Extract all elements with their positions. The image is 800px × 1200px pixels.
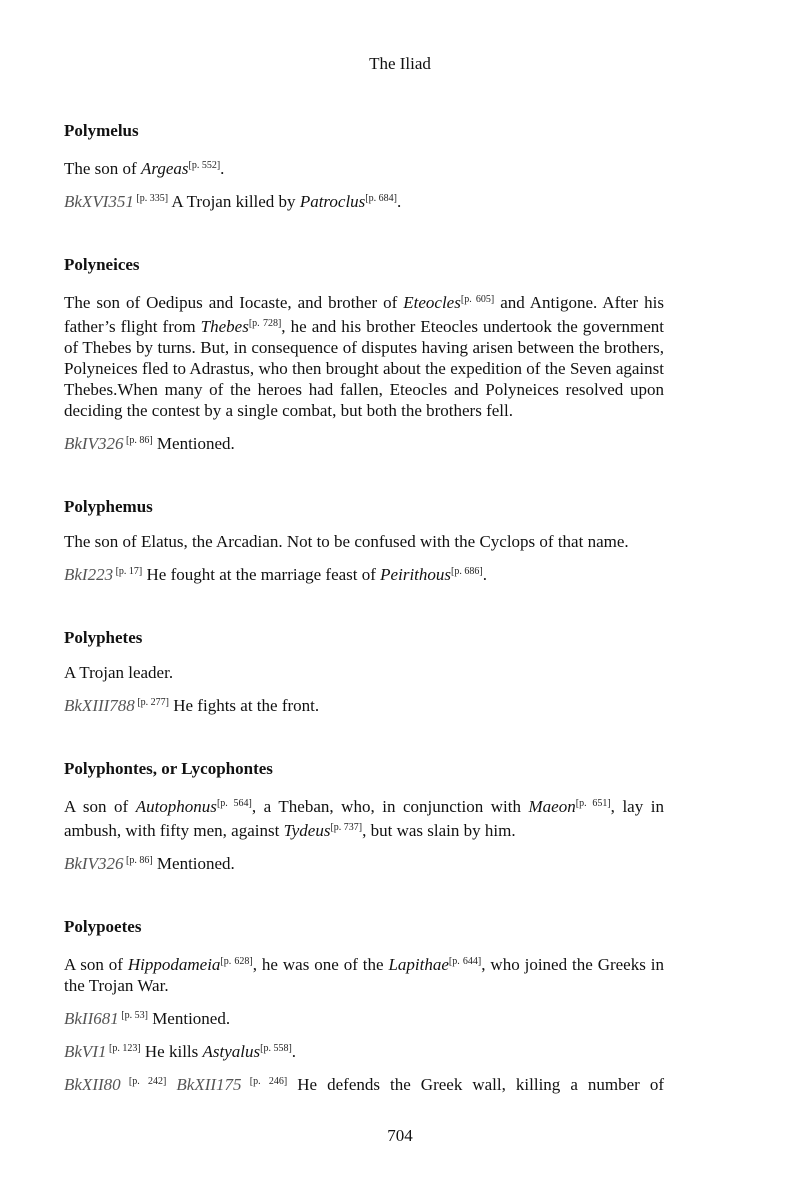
body-text: . xyxy=(482,565,487,584)
body-text: , but was slain by him. xyxy=(362,821,516,840)
page-reference: [p. 605] xyxy=(460,294,495,305)
body-text xyxy=(166,1075,176,1094)
book-line-reference: BkXII175 xyxy=(176,1075,242,1094)
glossary-entry xyxy=(64,496,664,585)
page-reference: [p. 17] xyxy=(113,566,143,577)
page-reference: [p. 53] xyxy=(118,1010,148,1021)
glossary-entry xyxy=(64,254,664,454)
body-text: He defends the Greek wall, killing a number of xyxy=(287,1075,664,1094)
entry-paragraph xyxy=(64,289,664,421)
book-line-reference: BkI223 xyxy=(64,565,114,584)
glossary-entry xyxy=(64,627,664,716)
book-line-reference: BkXVI351 xyxy=(64,192,134,211)
glossary-entry xyxy=(64,758,664,874)
entry-paragraph xyxy=(64,155,664,179)
page-reference: [p. 684] xyxy=(365,193,397,204)
page-reference: [p. 558] xyxy=(260,1043,292,1054)
body-text: A son of xyxy=(64,797,136,816)
book-line-reference: BkXII80 xyxy=(64,1075,121,1094)
glossary-content xyxy=(64,120,664,1104)
entry-title: Polymelus xyxy=(64,121,139,140)
page-reference: [p. 564] xyxy=(216,798,252,809)
entry-title: Polyphetes xyxy=(64,628,143,647)
page-reference: [p. 628] xyxy=(220,956,253,967)
body-text: , a Theban, who, in conjunction with xyxy=(251,797,529,816)
cross-reference-name: Peirithous xyxy=(380,565,452,584)
cross-reference-name: Astyalus xyxy=(202,1042,261,1061)
body-text: and Antigone. After his father’s flight from xyxy=(64,293,664,336)
cross-reference-name: Maeon xyxy=(528,797,576,816)
body-text: A son of xyxy=(64,955,128,974)
page-reference: [p. 737] xyxy=(330,822,363,833)
page-reference: [p. 651] xyxy=(575,798,611,809)
glossary-entry xyxy=(64,120,664,212)
entry-paragraph xyxy=(64,951,664,996)
entry-paragraph xyxy=(64,531,664,552)
body-text: Mentioned. xyxy=(152,434,235,453)
page-reference: [p. 246] xyxy=(241,1076,288,1087)
entry-paragraph xyxy=(64,793,664,841)
running-header: The Iliad xyxy=(369,54,431,73)
cross-reference-name: Patroclus xyxy=(299,192,366,211)
page-reference: [p. 86] xyxy=(123,435,153,446)
entry-paragraph xyxy=(64,1071,664,1095)
cross-reference-name: Lapithae xyxy=(388,955,449,974)
body-text: . xyxy=(291,1042,297,1061)
entry-paragraph xyxy=(64,1005,664,1029)
page-reference: [p. 644] xyxy=(448,956,482,967)
entry-paragraph xyxy=(64,692,664,716)
page-reference: [p. 86] xyxy=(123,855,153,866)
body-text: , he and his brother Eteocles undertook the government of Thebes by turns. But, in consequence of disputes having arisen between the brothers, Polyneices fled to Adrastus, who then brought about the expedition of the Seven against Thebes.When many of the heroes had fallen, Eteocles and Polyneices resolved upon deciding the contest by a single combat, but both the brothers fell. xyxy=(64,317,664,420)
entry-paragraph xyxy=(64,662,664,683)
cross-reference-name: Argeas xyxy=(140,159,189,178)
entry-paragraph xyxy=(64,188,664,212)
body-text: , he was one of the xyxy=(252,955,389,974)
page-reference: [p. 728] xyxy=(248,318,282,329)
entry-paragraph xyxy=(64,561,664,585)
cross-reference-name: Hippodameia xyxy=(127,955,221,974)
cross-reference-name: Thebes xyxy=(200,317,249,336)
entry-paragraph xyxy=(64,1038,664,1062)
book-line-reference: BkXIII788 xyxy=(64,696,135,715)
body-text: The son of Oedipus and Iocaste, and brother of xyxy=(64,293,404,312)
entry-paragraph xyxy=(64,850,664,874)
page-number: 704 xyxy=(387,1126,413,1145)
page-reference: [p. 335] xyxy=(133,193,169,204)
page-reference: [p. 552] xyxy=(188,160,221,171)
entry-title: Polypoetes xyxy=(64,917,142,936)
book-line-reference: BkII681 xyxy=(64,1009,119,1028)
entry-title: Polyphemus xyxy=(64,497,153,516)
page-reference: [p. 242] xyxy=(120,1076,167,1087)
entry-paragraph xyxy=(64,430,664,454)
body-text: He kills xyxy=(140,1042,203,1061)
book-line-reference: BkIV326 xyxy=(64,434,124,453)
glossary-entry xyxy=(64,916,664,1095)
body-text: Mentioned. xyxy=(147,1009,231,1028)
body-text: Mentioned. xyxy=(152,854,235,873)
body-text: He fights at the front. xyxy=(168,696,320,715)
body-text: The son of Elatus, the Arcadian. Not to be confused with the Cyclops of that name. xyxy=(64,532,629,551)
body-text: A Trojan leader. xyxy=(64,663,174,682)
book-line-reference: BkIV326 xyxy=(64,854,124,873)
body-text: . xyxy=(396,192,402,211)
body-text: A Trojan killed by xyxy=(168,192,300,211)
body-text: , who joined the Greeks in the Trojan War. xyxy=(64,955,664,995)
entry-title: Polyphontes, or Lycophontes xyxy=(64,759,273,778)
cross-reference-name: Eteocles xyxy=(403,293,461,312)
cross-reference-name: Autophonus xyxy=(135,797,217,816)
body-text: He fought at the marriage feast of xyxy=(142,565,381,584)
page-reference: [p. 123] xyxy=(106,1043,141,1054)
body-text: , lay in ambush, with fifty men, against xyxy=(64,797,664,840)
page-reference: [p. 686] xyxy=(451,566,483,577)
book-line-reference: BkVI1 xyxy=(64,1042,107,1061)
body-text: . xyxy=(220,159,225,178)
page-reference: [p. 277] xyxy=(134,697,169,708)
entry-title: Polyneices xyxy=(64,255,140,274)
body-text: The son of xyxy=(64,159,141,178)
cross-reference-name: Tydeus xyxy=(283,821,331,840)
